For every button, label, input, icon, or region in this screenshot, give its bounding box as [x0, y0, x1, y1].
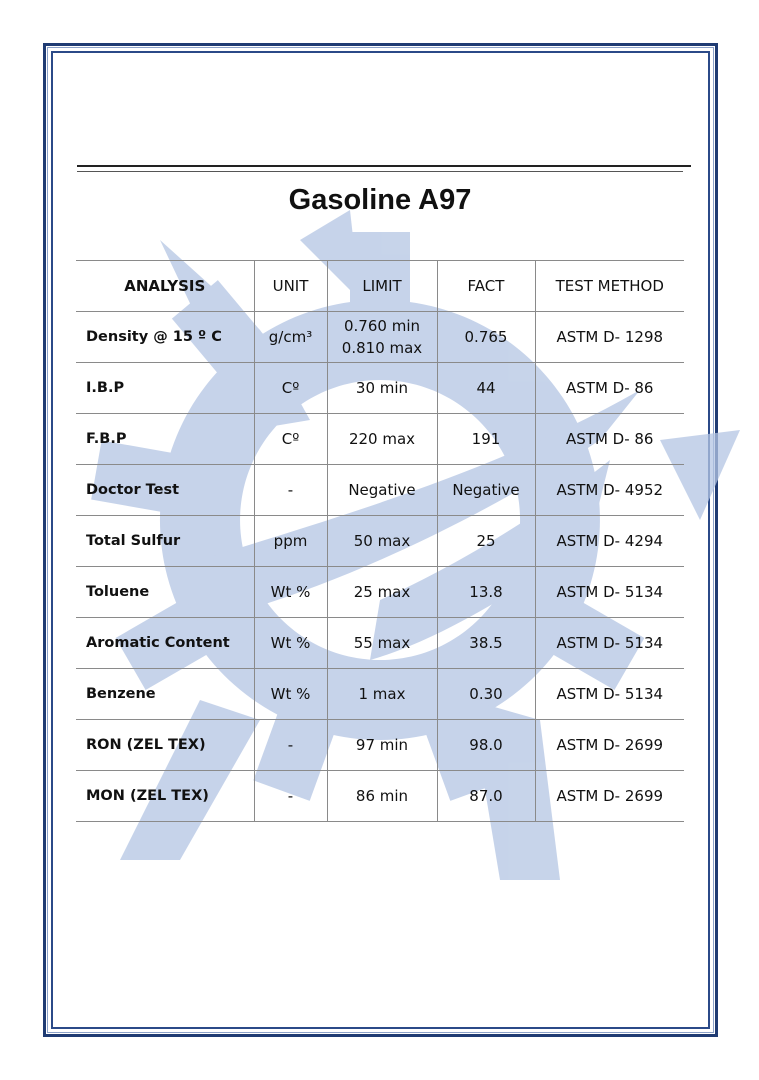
analysis-cell: Density @ 15 º C: [76, 312, 254, 363]
method-cell: ASTM D- 5134: [535, 618, 684, 669]
unit-cell: Wt %: [254, 567, 327, 618]
unit-cell: ppm: [254, 516, 327, 567]
analysis-cell: Benzene: [76, 669, 254, 720]
unit-cell: Wt %: [254, 669, 327, 720]
unit-cell: -: [254, 720, 327, 771]
limit-max: 0.810 max: [341, 339, 423, 357]
method-cell: ASTM D- 5134: [535, 567, 684, 618]
fact-cell: 87.0: [437, 771, 535, 822]
method-cell: ASTM D- 1298: [535, 312, 684, 363]
table-row: [76, 618, 684, 669]
limit-cell: 55 max: [327, 618, 437, 669]
fact-cell: 0.30: [437, 669, 535, 720]
unit-cell: -: [254, 465, 327, 516]
header-unit: UNIT: [254, 261, 327, 312]
table-header-row: [76, 261, 684, 312]
limit-cell: 86 min: [327, 771, 437, 822]
method-cell: ASTM D- 2699: [535, 720, 684, 771]
limit-min: 0.760 min: [344, 317, 420, 335]
analysis-cell: I.B.P: [76, 363, 254, 414]
limit-cell: 25 max: [327, 567, 437, 618]
table-row: [76, 465, 684, 516]
method-cell: ASTM D- 4294: [535, 516, 684, 567]
unit-cell: Cº: [254, 363, 327, 414]
analysis-cell: Total Sulfur: [76, 516, 254, 567]
analysis-cell: Toluene: [76, 567, 254, 618]
limit-cell: 30 min: [327, 363, 437, 414]
table-row: [76, 516, 684, 567]
limit-cell: 97 min: [327, 720, 437, 771]
unit-cell: Wt %: [254, 618, 327, 669]
limit-cell: 50 max: [327, 516, 437, 567]
analysis-cell: MON (ZEL TEX): [76, 771, 254, 822]
table-row: [76, 414, 684, 465]
fact-cell: 13.8: [437, 567, 535, 618]
method-cell: ASTM D- 2699: [535, 771, 684, 822]
fact-cell: 0.765: [437, 312, 535, 363]
unit-cell: g/cm³: [254, 312, 327, 363]
header-analysis: ANALYSIS: [76, 261, 254, 312]
header-rule-thick: [77, 165, 691, 167]
header-test-method: TEST METHOD: [535, 261, 684, 312]
limit-cell: 220 max: [327, 414, 437, 465]
method-cell: ASTM D- 4952: [535, 465, 684, 516]
fact-cell: 44: [437, 363, 535, 414]
analysis-cell: Doctor Test: [76, 465, 254, 516]
table-row: [76, 771, 684, 822]
unit-cell: -: [254, 771, 327, 822]
limit-cell: [327, 312, 437, 363]
table-row: [76, 669, 684, 720]
fact-cell: 38.5: [437, 618, 535, 669]
table-row: [76, 363, 684, 414]
unit-cell: Cº: [254, 414, 327, 465]
header-limit: LIMIT: [327, 261, 437, 312]
table-row: [76, 720, 684, 771]
document-title: Gasoline A97: [288, 184, 472, 216]
specification-table: [76, 260, 684, 822]
table-row: [76, 312, 684, 363]
limit-cell: 1 max: [327, 669, 437, 720]
analysis-cell: RON (ZEL TEX): [76, 720, 254, 771]
fact-cell: Negative: [437, 465, 535, 516]
fact-cell: 98.0: [437, 720, 535, 771]
table-row: [76, 567, 684, 618]
fact-cell: 191: [437, 414, 535, 465]
analysis-cell: F.B.P: [76, 414, 254, 465]
method-cell: ASTM D- 86: [535, 414, 684, 465]
analysis-cell: Aromatic Content: [76, 618, 254, 669]
header-fact: FACT: [437, 261, 535, 312]
limit-cell: Negative: [327, 465, 437, 516]
method-cell: ASTM D- 86: [535, 363, 684, 414]
method-cell: ASTM D- 5134: [535, 669, 684, 720]
header-rule-thin: [77, 171, 683, 172]
fact-cell: 25: [437, 516, 535, 567]
